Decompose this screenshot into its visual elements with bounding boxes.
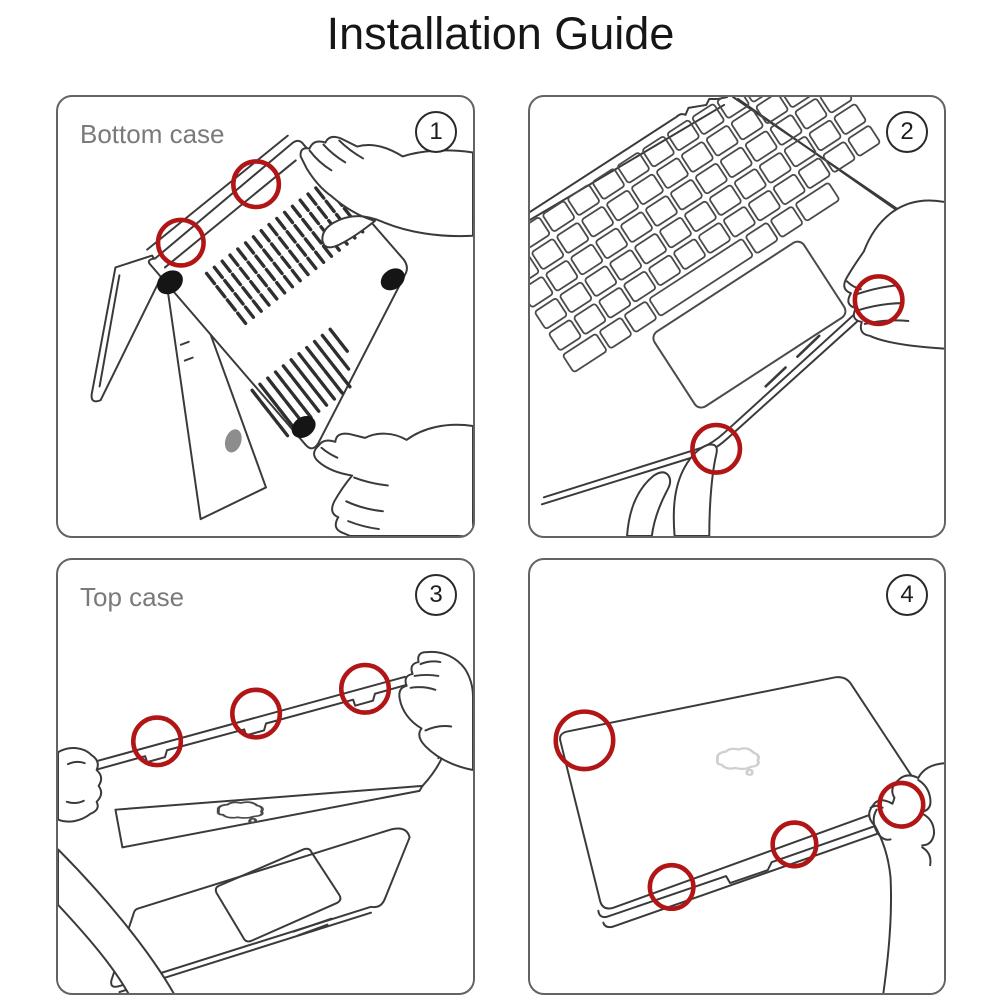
step-panel-1 [56,95,475,538]
laptop-closed [560,677,920,927]
illustration-top-case [58,560,473,993]
step-panel-3 [56,558,475,995]
laptop-lid-wedge [92,256,163,402]
illustration-bottom-case [58,97,473,536]
hand-right [844,201,944,349]
step-panel-4 [528,558,946,995]
page-title: Installation Guide [326,8,675,59]
hand-bottom-thumb [627,445,717,536]
step-4-badge: 4 [886,574,928,616]
step-2-badge: 2 [886,111,928,153]
keyboard-keys [530,97,894,373]
illustration-keyboard-deck [530,97,944,536]
hand-bottom-right [314,425,473,536]
hand-top-right [301,137,473,248]
hand-right [399,652,473,770]
step-panel-2 [528,95,946,538]
highlight-rings-step3 [133,665,389,765]
illustration-closed-laptop [530,560,944,993]
panel-1-label: Bottom case [80,119,225,149]
step-1-badge: 1 [415,111,457,153]
panel-3-label: Top case [80,582,185,612]
step-3-badge: 3 [415,574,457,616]
